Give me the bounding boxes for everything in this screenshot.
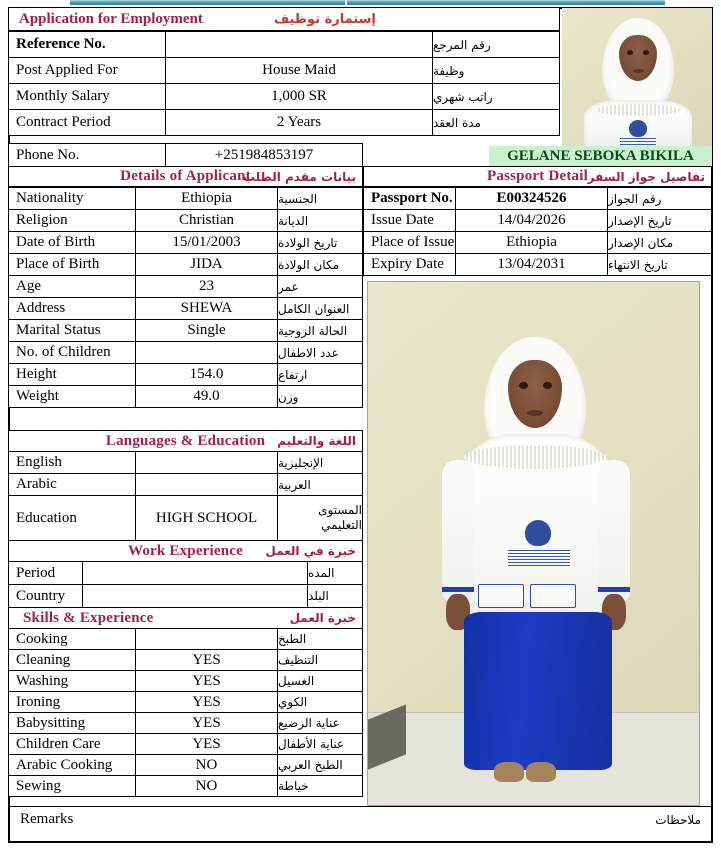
table-cell-arabic: وظيفة — [432, 57, 560, 84]
table-cell-value[interactable] — [82, 584, 308, 608]
table-cell-label: Weight — [8, 385, 136, 408]
form-title-row — [8, 7, 560, 31]
table-cell-label: Address — [8, 297, 136, 320]
table-cell-arabic: رقم المرجع — [432, 31, 560, 58]
applicant-name-banner: GELANE SEBOKA BIKILA — [489, 146, 712, 166]
table-cell-value[interactable] — [135, 628, 278, 650]
table-cell-label: Religion — [8, 209, 136, 232]
chrome-strip-divider — [345, 0, 347, 5]
details-section-header-ar: بيانات مقدم الطلب — [242, 169, 356, 184]
table-cell-value[interactable]: YES — [135, 733, 278, 755]
table-cell-label: Arabic — [8, 473, 136, 496]
table-cell-value[interactable]: House Maid — [165, 57, 433, 84]
table-cell-value[interactable]: 14/04/2026 — [455, 209, 608, 232]
table-cell-value[interactable]: Ethiopia — [455, 231, 608, 254]
table-cell-label: Place of Issue — [363, 231, 456, 254]
table-cell-label: Date of Birth — [8, 231, 136, 254]
table-cell-value[interactable]: Ethiopia — [135, 187, 278, 210]
table-cell-label: Age — [8, 275, 136, 298]
work-experience-section-header-ar: خبرة في العمل — [265, 544, 356, 558]
table-cell-label: Period — [8, 561, 83, 585]
table-cell-arabic: ارتفاع — [277, 363, 363, 386]
table-cell-label: Expiry Date — [363, 253, 456, 276]
applicant-full-body-photo — [367, 281, 700, 806]
table-cell-arabic: عناية الرضيع — [277, 712, 363, 734]
table-cell-value[interactable] — [135, 473, 278, 496]
table-cell-value[interactable]: 23 — [135, 275, 278, 298]
table-cell-label: Education — [8, 495, 136, 541]
skills-section-header-en: Skills & Experience — [23, 609, 154, 626]
table-cell-arabic: رقم الجواز — [607, 187, 712, 210]
table-cell-arabic: البلد — [307, 584, 363, 608]
table-cell-arabic: تاريخ الانتهاء — [607, 253, 712, 276]
table-cell-label: Sewing — [8, 775, 136, 797]
table-cell-label: Nationality — [8, 187, 136, 210]
table-cell-arabic: عدد الاطفال — [277, 341, 363, 364]
table-cell-label: Cleaning — [8, 649, 136, 671]
table-cell-value[interactable]: 1,000 SR — [165, 83, 433, 110]
table-cell-value[interactable]: YES — [135, 670, 278, 692]
table-cell-arabic: مدة العقد — [432, 109, 560, 136]
work-experience-section-header — [8, 540, 363, 562]
applicant-passport-photo — [562, 8, 712, 148]
table-cell-arabic: العربية — [277, 473, 363, 496]
remarks-row[interactable] — [8, 806, 713, 843]
table-cell-arabic: الإنجليزية — [277, 451, 363, 474]
table-cell-value[interactable]: NO — [135, 754, 278, 776]
table-cell-label: Height — [8, 363, 136, 386]
table-cell-label: Place of Birth — [8, 253, 136, 276]
table-cell-value[interactable]: Christian — [135, 209, 278, 232]
app-chrome-strip — [70, 0, 665, 5]
table-cell-label: Issue Date — [363, 209, 456, 232]
table-cell-arabic: التنظيف — [277, 649, 363, 671]
languages-section-header-en: Languages & Education — [105, 432, 266, 449]
skills-section-header — [8, 607, 363, 629]
table-cell-label: Cooking — [8, 628, 136, 650]
table-cell-value[interactable]: YES — [135, 691, 278, 713]
table-cell-label: Passport No. — [363, 187, 456, 210]
table-cell-value[interactable]: 154.0 — [135, 363, 278, 386]
table-cell-value[interactable]: 49.0 — [135, 385, 278, 408]
table-cell-label: Arabic Cooking — [8, 754, 136, 776]
table-cell-value[interactable] — [165, 31, 433, 58]
passport-section-header-ar: تفاصيل جواز السفر — [587, 169, 705, 184]
skills-section-header-ar: خبرة العمل — [289, 611, 356, 625]
table-cell-label: Post Applied For — [8, 57, 166, 84]
table-cell-arabic: خياطة — [277, 775, 363, 797]
page-title: Application for Employment — [19, 10, 203, 27]
table-cell-value[interactable]: SHEWA — [135, 297, 278, 320]
work-experience-section-header-en: Work Experience — [127, 542, 244, 559]
table-cell-label: Ironing — [8, 691, 136, 713]
table-cell-value[interactable]: 2 Years — [165, 109, 433, 136]
table-cell-label: English — [8, 451, 136, 474]
table-cell-value[interactable]: HIGH SCHOOL — [135, 495, 278, 541]
passport-section-header — [363, 166, 712, 187]
table-cell-value[interactable] — [82, 561, 308, 585]
table-cell-label: Monthly Salary — [8, 83, 166, 110]
table-cell-arabic: وزن — [277, 385, 363, 408]
table-cell-arabic: الغسيل — [277, 670, 363, 692]
passport-section-header-en: Passport Detail — [487, 168, 588, 184]
table-cell-arabic: الجنسية — [277, 187, 363, 210]
table-cell-value[interactable]: YES — [135, 712, 278, 734]
table-cell-arabic: الطبخ — [277, 628, 363, 650]
table-cell-arabic: المستوى التعليمي — [277, 495, 363, 541]
table-cell-label: Contract Period — [8, 109, 166, 136]
table-cell-label: Country — [8, 584, 83, 608]
languages-section-header-ar: اللغة والتعليم — [277, 434, 356, 448]
remarks-label: Remarks — [20, 811, 74, 827]
table-cell-value[interactable]: 13/04/2031 — [455, 253, 608, 276]
details-section-header — [8, 166, 363, 187]
table-cell-arabic: الطبخ العربي — [277, 754, 363, 776]
table-cell-arabic: الديانة — [277, 209, 363, 232]
page-title-arabic: إستمارة توظيف — [274, 11, 376, 27]
table-cell-arabic: تاريخ الولادة — [277, 231, 363, 254]
table-cell-arabic: العنوان الكامل — [277, 297, 363, 320]
table-cell-arabic: الكوي — [277, 691, 363, 713]
table-cell-value[interactable]: E00324526 — [455, 187, 608, 210]
table-cell-label: No. of Children — [8, 341, 136, 364]
table-cell-value[interactable]: JIDA — [135, 253, 278, 276]
table-cell-value[interactable]: Single — [135, 319, 278, 342]
phone-label: Phone No. — [8, 143, 166, 167]
languages-section-header — [8, 430, 363, 452]
table-cell-value[interactable]: YES — [135, 649, 278, 671]
table-cell-arabic: الحالة الزوجية — [277, 319, 363, 342]
table-cell-arabic: عمر — [277, 275, 363, 298]
table-cell-arabic: عناية الأطفال — [277, 733, 363, 755]
table-cell-arabic: تاريخ الإصدار — [607, 209, 712, 232]
table-cell-label: Marital Status — [8, 319, 136, 342]
table-cell-label: Reference No. — [8, 31, 166, 58]
table-cell-value[interactable]: NO — [135, 775, 278, 797]
table-cell-label: Babysitting — [8, 712, 136, 734]
table-cell-arabic: مكان الولادة — [277, 253, 363, 276]
table-cell-value[interactable]: 15/01/2003 — [135, 231, 278, 254]
table-cell-label: Washing — [8, 670, 136, 692]
table-cell-arabic: مكان الإصدار — [607, 231, 712, 254]
table-cell-value[interactable] — [135, 451, 278, 474]
table-cell-label: Children Care — [8, 733, 136, 755]
table-cell-value[interactable] — [135, 341, 278, 364]
details-section-header-en: Details of Applicant — [120, 168, 251, 184]
table-cell-arabic: المده — [307, 561, 363, 585]
phone-value[interactable]: +251984853197 — [165, 143, 363, 167]
remarks-label-arabic: ملاحظات — [655, 813, 701, 827]
table-cell-arabic: راتب شهري — [432, 83, 560, 110]
